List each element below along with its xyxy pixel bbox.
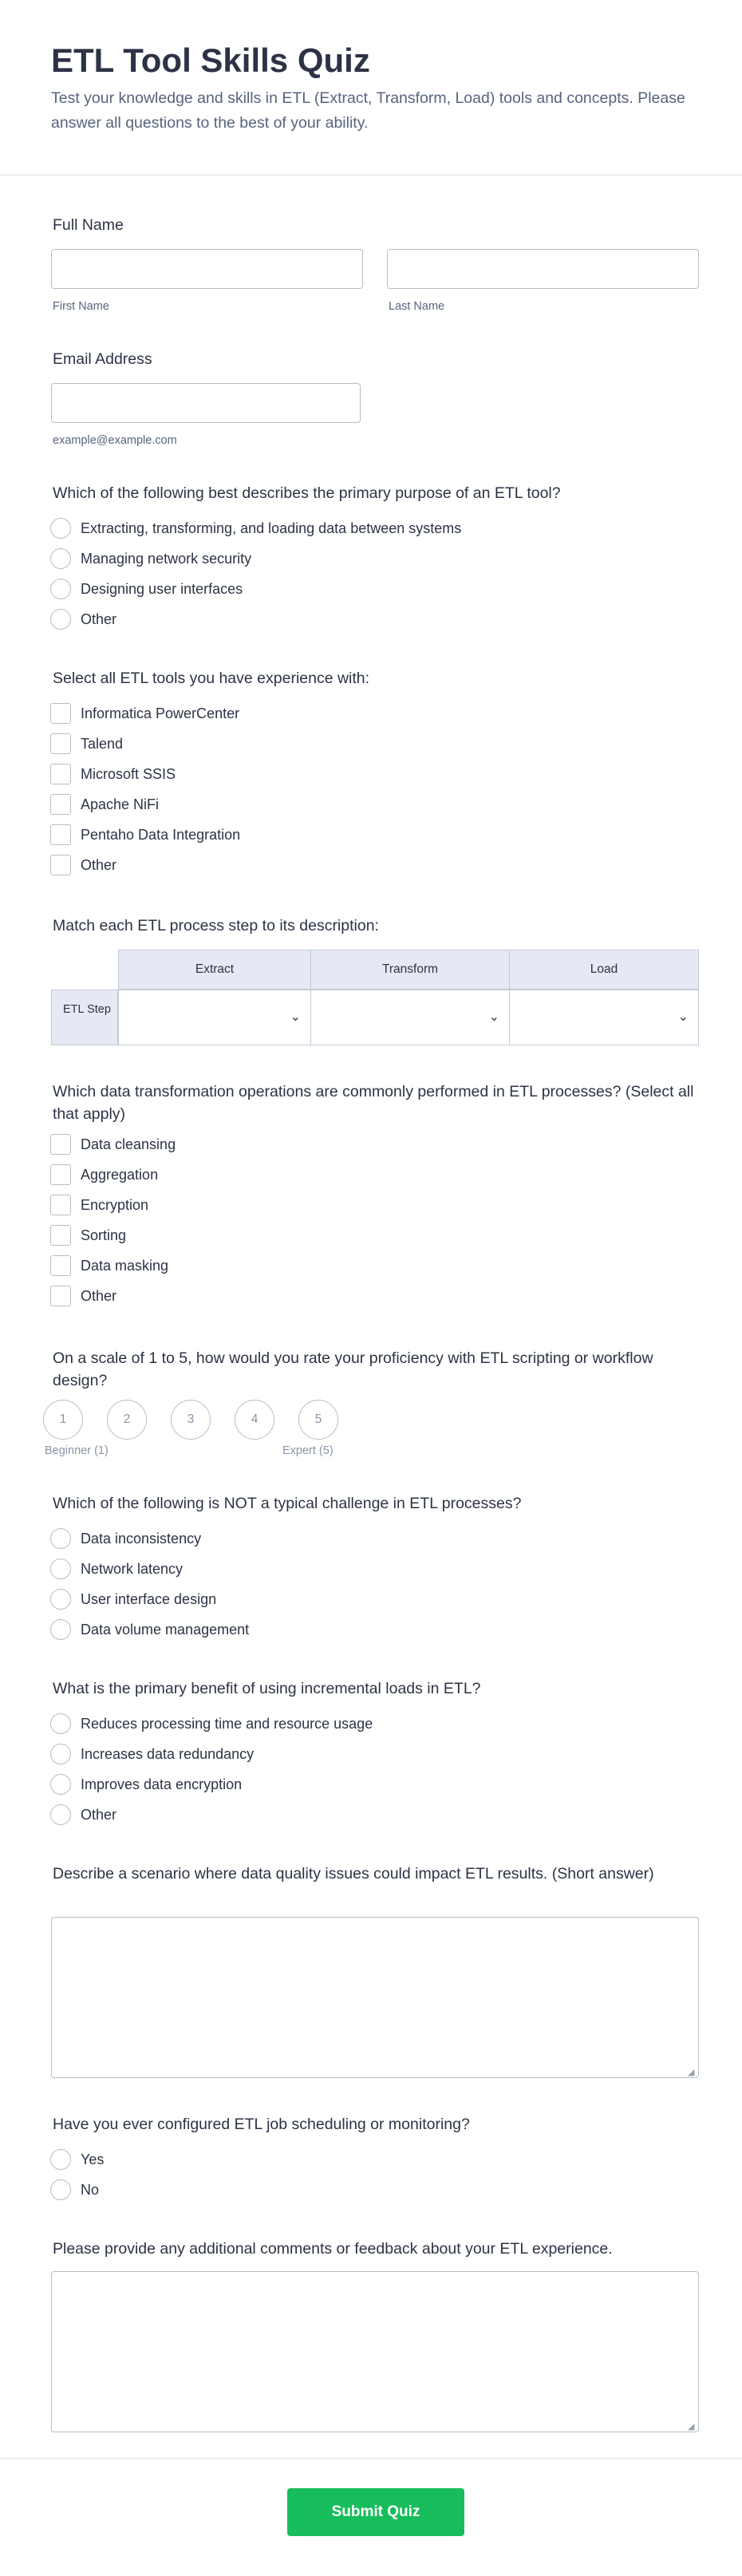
option-label: Managing network security — [81, 550, 252, 567]
checkbox[interactable] — [50, 824, 71, 845]
matrix-row-label: ETL Step — [51, 990, 118, 1045]
question-proficiency-scale: On a scale of 1 to 5, how would you rate your proficiency with ETL scripting or workflow design? — [53, 1349, 653, 1389]
chevron-down-icon: ⌄ — [677, 1010, 689, 1024]
option-label: Designing user interfaces — [81, 580, 243, 597]
radio-button[interactable] — [50, 1804, 71, 1825]
option-label: Other — [81, 1287, 117, 1304]
scale-option-2[interactable]: 2 — [107, 1400, 147, 1440]
question-additional-comments: Please provide any additional comments or feedback about your ETL experience. — [53, 2240, 613, 2258]
submit-button[interactable]: Submit Quiz — [287, 2488, 464, 2536]
scale-option-4[interactable]: 4 — [235, 1400, 274, 1440]
radio-button[interactable] — [50, 1713, 71, 1734]
option-label: Extracting, transforming, and loading data between systems — [81, 520, 462, 536]
radio-button[interactable] — [50, 1559, 71, 1579]
radio-button[interactable] — [50, 1619, 71, 1640]
first-name-caption: First Name — [53, 300, 109, 313]
resize-grip-icon[interactable]: ◢ — [688, 2422, 695, 2432]
checkbox-option[interactable] — [50, 854, 116, 876]
question-etl-tools: Select all ETL tools you have experience with: — [53, 670, 370, 687]
option-label: Informatica PowerCenter — [81, 705, 240, 721]
checkbox-option[interactable] — [50, 1194, 148, 1216]
scale-option-3[interactable]: 3 — [171, 1400, 211, 1440]
scale-option-5[interactable]: 5 — [298, 1400, 338, 1440]
checkbox[interactable] — [50, 733, 71, 754]
radio-option[interactable] — [50, 1743, 254, 1765]
option-label: Network latency — [81, 1560, 184, 1577]
checkbox[interactable] — [50, 1164, 71, 1185]
full-name-label: Full Name — [53, 216, 124, 234]
option-label: Talend — [81, 735, 124, 752]
radio-option[interactable] — [50, 608, 116, 630]
question-data-quality-scenario: Describe a scenario where data quality issues could impact ETL results. (Short answer) — [53, 1865, 654, 1883]
checkbox[interactable] — [50, 855, 71, 875]
option-label: User interface design — [81, 1590, 217, 1607]
checkbox[interactable] — [50, 1255, 71, 1276]
scale-min-caption: Beginner (1) — [45, 1444, 109, 1457]
radio-button[interactable] — [50, 2149, 71, 2170]
option-label: Other — [81, 610, 117, 627]
radio-button[interactable] — [50, 1528, 71, 1549]
comments-textarea[interactable] — [51, 2271, 699, 2432]
radio-option[interactable] — [50, 1713, 373, 1735]
email-field[interactable] — [51, 383, 361, 423]
chevron-down-icon: ⌄ — [290, 1010, 301, 1024]
radio-option[interactable] — [50, 1558, 183, 1580]
radio-option[interactable] — [50, 517, 461, 539]
radio-button[interactable] — [50, 1744, 71, 1764]
option-label: Improves data encryption — [81, 1776, 243, 1792]
checkbox-option[interactable] — [50, 1224, 126, 1247]
scale-option-1[interactable]: 1 — [43, 1400, 83, 1440]
scenario-textarea[interactable] — [51, 1917, 699, 2078]
option-label: Increases data redundancy — [81, 1745, 255, 1762]
question-etl-purpose: Which of the following best describes the primary purpose of an ETL tool? — [53, 484, 561, 502]
radio-option[interactable] — [50, 1773, 242, 1796]
chevron-down-icon: ⌄ — [488, 1010, 499, 1024]
radio-button[interactable] — [50, 2179, 71, 2200]
radio-button[interactable] — [50, 1589, 71, 1610]
radio-button[interactable] — [50, 609, 71, 630]
checkbox-option[interactable] — [50, 702, 239, 725]
radio-option[interactable] — [50, 2148, 104, 2171]
option-label: Other — [81, 856, 117, 873]
radio-option[interactable] — [50, 2179, 99, 2201]
checkbox[interactable] — [50, 1286, 71, 1306]
extract-dropdown[interactable] — [118, 990, 311, 1045]
checkbox[interactable] — [50, 1195, 71, 1215]
question-transform-ops: Which data transformation operations are commonly performed in ETL processes? (Select all that apply) — [53, 1083, 694, 1123]
radio-option[interactable] — [50, 1588, 216, 1610]
checkbox-option[interactable] — [50, 733, 123, 755]
question-etl-matrix: Match each ETL process step to its description: — [53, 917, 379, 934]
option-label: Pentaho Data Integration — [81, 826, 241, 843]
checkbox-option[interactable] — [50, 1254, 168, 1277]
radio-option[interactable] — [50, 1804, 116, 1826]
matrix-header-transform: Transform — [310, 950, 510, 990]
resize-grip-icon[interactable]: ◢ — [688, 2068, 695, 2077]
transform-dropdown[interactable] — [310, 990, 510, 1045]
option-label: Data masking — [81, 1257, 169, 1274]
radio-option[interactable] — [50, 1618, 249, 1641]
last-name-caption: Last Name — [389, 300, 445, 313]
radio-option[interactable] — [50, 547, 251, 570]
checkbox[interactable] — [50, 764, 71, 784]
option-label: Data cleansing — [81, 1136, 176, 1152]
page-title: ETL Tool Skills Quiz — [51, 41, 370, 79]
question-etl-challenge: Which of the following is NOT a typical challenge in ETL processes? — [53, 1495, 522, 1512]
option-label: Aggregation — [81, 1166, 159, 1183]
option-label: Encryption — [81, 1196, 149, 1213]
option-label: Other — [81, 1806, 117, 1823]
option-label: Data volume management — [81, 1621, 250, 1638]
question-incremental-loads: What is the primary benefit of using incremental loads in ETL? — [53, 1680, 481, 1697]
question-job-scheduling: Have you ever configured ETL job scheduling or monitoring? — [53, 2116, 470, 2133]
checkbox[interactable] — [50, 703, 71, 724]
last-name-input[interactable] — [387, 249, 699, 289]
matrix-header-extract: Extract — [118, 950, 311, 990]
form-header — [0, 0, 742, 176]
radio-button[interactable] — [50, 579, 71, 599]
email-caption: example@example.com — [53, 434, 177, 447]
checkbox-option[interactable] — [50, 1164, 158, 1186]
option-label: Data inconsistency — [81, 1530, 202, 1547]
checkbox-option[interactable] — [50, 763, 176, 785]
radio-button[interactable] — [50, 548, 71, 569]
option-label: Microsoft SSIS — [81, 765, 176, 782]
radio-option[interactable] — [50, 578, 243, 600]
checkbox[interactable] — [50, 1225, 71, 1246]
matrix-header-load: Load — [509, 950, 699, 990]
checkbox[interactable] — [50, 1134, 71, 1155]
footer-divider — [0, 2458, 742, 2459]
radio-button[interactable] — [50, 1774, 71, 1795]
page-subtitle: Test your knowledge and skills in ETL (Extract, Transform, Load) tools and concepts. Please answer all questions to the best of your ability. — [51, 89, 685, 132]
option-label: Yes — [81, 2151, 105, 2167]
first-name-input[interactable] — [51, 249, 363, 289]
scale-max-caption: Expert (5) — [282, 1444, 334, 1457]
option-label: No — [81, 2181, 100, 2198]
checkbox[interactable] — [50, 794, 71, 815]
load-dropdown[interactable] — [509, 990, 699, 1045]
checkbox-option[interactable] — [50, 793, 159, 816]
radio-option[interactable] — [50, 1527, 201, 1550]
option-label: Reduces processing time and resource usage — [81, 1715, 373, 1732]
checkbox-option[interactable] — [50, 1285, 116, 1307]
matrix-table — [51, 950, 699, 1045]
option-label: Sorting — [81, 1227, 127, 1243]
checkbox-option[interactable] — [50, 824, 240, 846]
checkbox-option[interactable] — [50, 1133, 176, 1156]
radio-button[interactable] — [50, 518, 71, 539]
email-label: Email Address — [53, 350, 152, 368]
option-label: Apache NiFi — [81, 796, 160, 812]
